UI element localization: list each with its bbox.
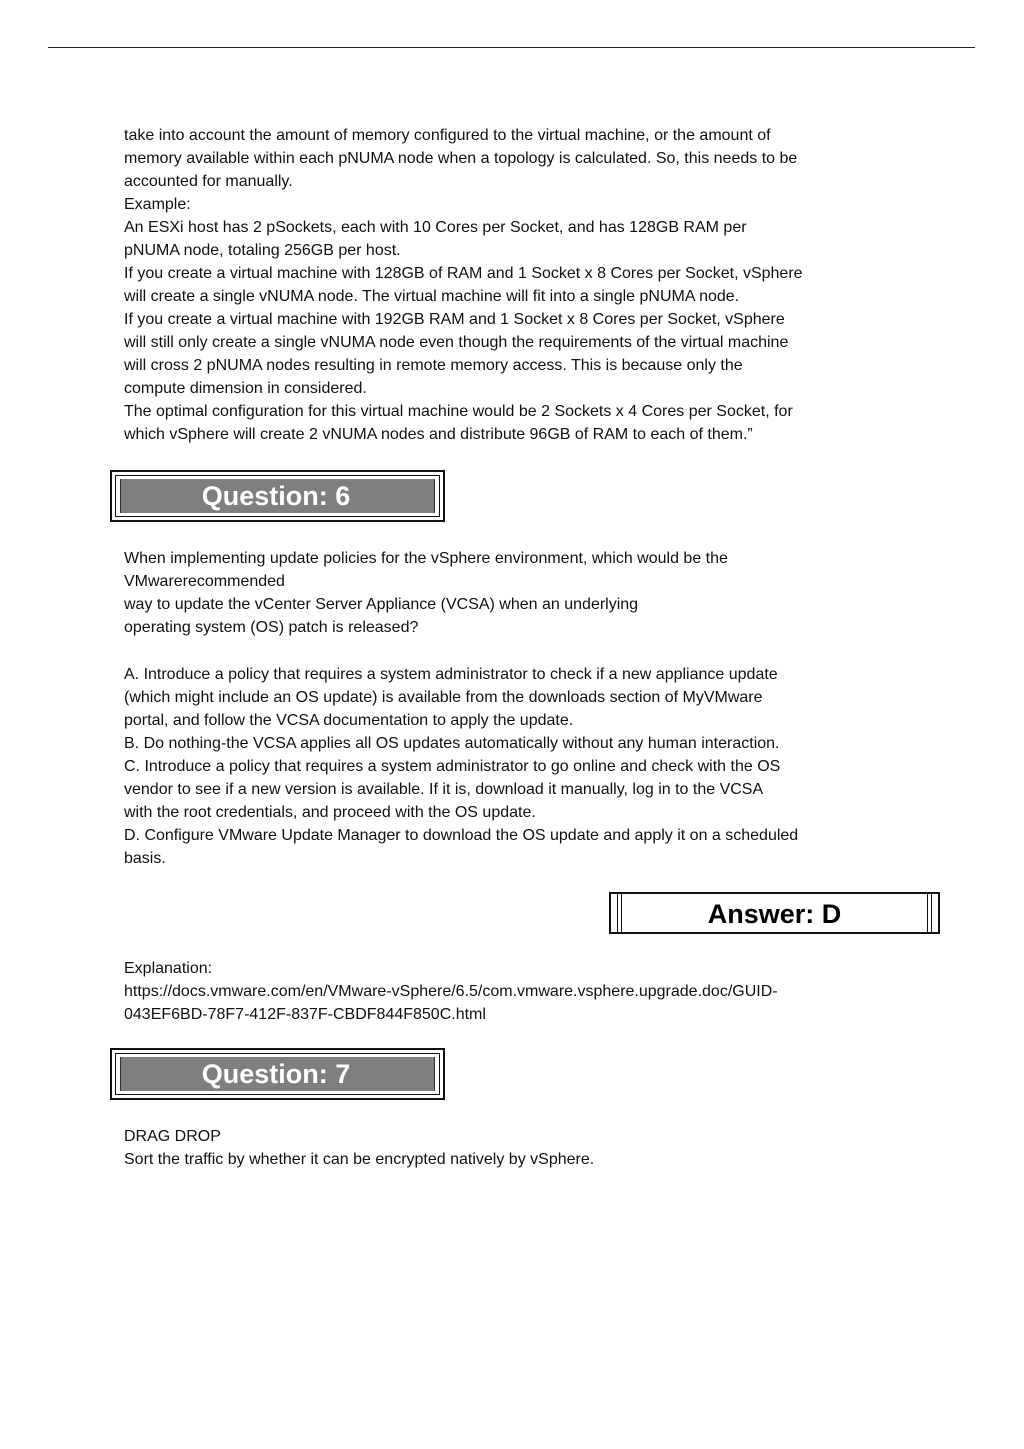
option-c-line: C. Introduce a policy that requires a system administrator to go online and check with the OS <box>124 758 781 775</box>
text-line: Sort the traffic by whether it can be encrypted natively by vSphere. <box>124 1151 595 1168</box>
text-line: operating system (OS) patch is released? <box>124 619 419 636</box>
text-line: which vSphere will create 2 vNUMA nodes and distribute 96GB of RAM to each of them.” <box>124 426 753 443</box>
text-line: pNUMA node, totaling 256GB per host. <box>124 242 401 259</box>
question-7-heading-box <box>110 1048 445 1100</box>
question-7-heading: Question: 7 <box>201 1059 351 1089</box>
option-c-line: vendor to see if a new version is available. If it is, download it manually, log in to the VCSA <box>124 781 764 798</box>
text-line: will create a single vNUMA node. The virtual machine will fit into a single pNUMA node. <box>124 288 740 305</box>
explanation-label: Explanation: <box>124 960 213 977</box>
text-line: accounted for manually. <box>124 173 293 190</box>
option-a-line: portal, and follow the VCSA documentation to apply the update. <box>124 712 574 729</box>
text-line: When implementing update policies for the vSphere environment, which would be the <box>124 550 728 567</box>
question-6-stem <box>124 547 884 639</box>
question-6-options <box>124 663 884 870</box>
option-d-line: basis. <box>124 850 166 867</box>
heading-bar <box>120 479 435 513</box>
text-line: If you create a virtual machine with 192GB RAM and 1 Socket x 8 Cores per Socket, vSphere <box>124 311 785 328</box>
option-a-line: (which might include an OS update) is available from the downloads section of MyVMware <box>124 689 763 706</box>
option-d-line: D. Configure VMware Update Manager to download the OS update and apply it on a scheduled <box>124 827 799 844</box>
question-7-stem <box>124 1125 884 1171</box>
text-line: memory available within each pNUMA node when a topology is calculated. So, this needs to be <box>124 150 798 167</box>
option-b-line: B. Do nothing-the VCSA applies all OS updates automatically without any human interaction. <box>124 735 780 752</box>
text-line: VMwarerecommended <box>124 573 285 590</box>
option-c-line: with the root credentials, and proceed with the OS update. <box>124 804 536 821</box>
question-6-explanation <box>124 957 884 1026</box>
question-6-heading-box <box>110 470 445 522</box>
text-line: take into account the amount of memory configured to the virtual machine, or the amount of <box>124 127 771 144</box>
text-line: Example: <box>124 196 191 213</box>
explanation-url-line: https://docs.vmware.com/en/VMware-vSphere/6.5/com.vmware.vsphere.upgrade.doc/GUID- <box>124 983 778 1000</box>
question-6-heading: Question: 6 <box>201 481 351 511</box>
text-line: will still only create a single vNUMA node even though the requirements of the virtual machine <box>124 334 789 351</box>
header-rule <box>48 47 975 48</box>
previous-explanation-text <box>124 124 884 446</box>
heading-bar <box>120 1057 435 1091</box>
answer-label: Answer: D <box>707 899 842 929</box>
question-type-label: DRAG DROP <box>124 1128 221 1145</box>
explanation-url-line: 043EF6BD-78F7-412F-837F-CBDF844F850C.html <box>124 1006 486 1023</box>
text-line: compute dimension in considered. <box>124 380 367 397</box>
text-line: If you create a virtual machine with 128GB of RAM and 1 Socket x 8 Cores per Socket, vSphere <box>124 265 803 282</box>
text-line: An ESXi host has 2 pSockets, each with 10 Cores per Socket, and has 128GB RAM per <box>124 219 747 236</box>
answer-box <box>609 892 940 934</box>
text-line: The optimal configuration for this virtual machine would be 2 Sockets x 4 Cores per Socket, for <box>124 403 793 420</box>
option-a-line: A. Introduce a policy that requires a system administrator to check if a new appliance update <box>124 666 778 683</box>
text-line: way to update the vCenter Server Appliance (VCSA) when an underlying <box>124 596 639 613</box>
text-line: will cross 2 pNUMA nodes resulting in remote memory access. This is because only the <box>124 357 743 374</box>
